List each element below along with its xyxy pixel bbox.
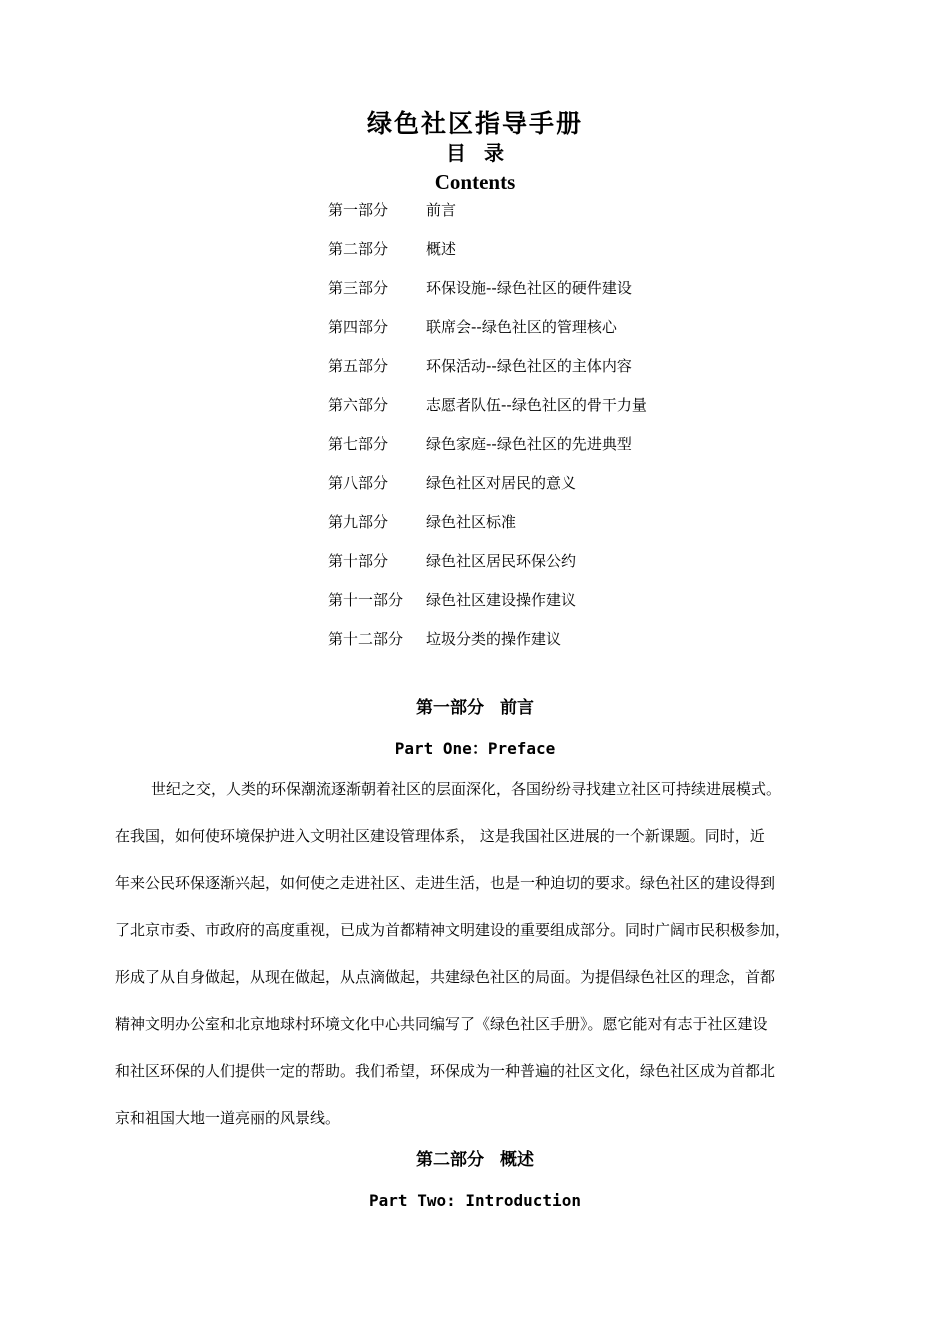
toc-entry bbox=[328, 470, 748, 509]
paragraph-line: 精神文明办公室和北京地球村环境文化中心共同编写了《绿色社区手册》。愿它能对有志于社区建设 bbox=[115, 1015, 768, 1033]
table-of-contents bbox=[328, 197, 748, 665]
section-two-heading bbox=[0, 1147, 950, 1173]
toc-entry bbox=[328, 431, 748, 470]
preface-paragraph bbox=[115, 776, 835, 1152]
toc-entry bbox=[328, 548, 748, 587]
toc-entry bbox=[328, 353, 748, 392]
paragraph-line: 和社区环保的人们提供一定的帮助。我们希望，环保成为一种普遍的社区文化，绿色社区成为首都北 bbox=[115, 1062, 776, 1080]
toc-entry bbox=[328, 197, 748, 236]
toc-part-label: 第三部分 bbox=[328, 279, 389, 297]
toc-part-title: 联席会--绿色社区的管理核心 bbox=[426, 318, 617, 336]
toc-part-label: 第十部分 bbox=[328, 552, 389, 570]
toc-part-title: 绿色社区对居民的意义 bbox=[426, 474, 577, 492]
toc-part-label: 第十二部分 bbox=[328, 630, 404, 648]
section-two-part: 第二部分 bbox=[416, 1150, 484, 1170]
toc-part-title: 绿色社区建设操作建议 bbox=[426, 591, 577, 609]
paragraph-line: 年来公民环保逐渐兴起，如何使之走进社区、走进生活，也是一种迫切的要求。绿色社区的建设得到 bbox=[115, 874, 776, 892]
toc-part-label: 第一部分 bbox=[328, 201, 389, 219]
section-one-subtitle: Part One：Preface bbox=[394, 739, 556, 758]
toc-part-title: 绿色社区标准 bbox=[426, 513, 517, 531]
toc-entry bbox=[328, 509, 748, 548]
toc-entry bbox=[328, 587, 748, 626]
section-two-title: 概述 bbox=[500, 1150, 534, 1170]
toc-entry bbox=[328, 392, 748, 431]
toc-part-title: 前言 bbox=[426, 201, 457, 219]
toc-entry bbox=[328, 236, 748, 275]
toc-part-label: 第四部分 bbox=[328, 318, 389, 336]
toc-part-title: 概述 bbox=[426, 240, 457, 258]
paragraph-line: 京和祖国大地一道亮丽的风景线。 bbox=[115, 1109, 341, 1127]
toc-part-label: 第二部分 bbox=[328, 240, 389, 258]
toc-part-title: 志愿者队伍--绿色社区的骨干力量 bbox=[426, 396, 647, 414]
toc-heading-english: Contents bbox=[434, 170, 516, 194]
section-two-subtitle: Part Two: Introduction bbox=[369, 1191, 581, 1210]
section-one-part: 第一部分 bbox=[416, 698, 484, 718]
document-title: 绿色社区指导手册 bbox=[366, 109, 583, 138]
toc-part-title: 绿色家庭--绿色社区的先进典型 bbox=[426, 435, 632, 453]
toc-entry bbox=[328, 626, 748, 665]
toc-part-label: 第六部分 bbox=[328, 396, 389, 414]
toc-part-label: 第八部分 bbox=[328, 474, 389, 492]
section-one-heading bbox=[0, 695, 950, 721]
paragraph-line: 了北京市委、市政府的高度重视，已成为首都精神文明建设的重要组成部分。同时广阔市民积极参加， bbox=[115, 921, 791, 939]
toc-part-label: 第十一部分 bbox=[328, 591, 404, 609]
toc-part-title: 环保设施--绿色社区的硬件建设 bbox=[426, 279, 632, 297]
paragraph-line: 在我国，如何使环境保护进入文明社区建设管理体系， 这是我国社区进展的一个新课题。同时，近 bbox=[115, 827, 765, 845]
section-one-title: 前言 bbox=[500, 698, 534, 718]
toc-entry bbox=[328, 275, 748, 314]
toc-part-label: 第五部分 bbox=[328, 357, 389, 375]
toc-part-title: 绿色社区居民环保公约 bbox=[426, 552, 577, 570]
toc-part-title: 环保活动--绿色社区的主体内容 bbox=[426, 357, 632, 375]
toc-heading: 目录 bbox=[446, 141, 522, 165]
toc-entry bbox=[328, 314, 748, 353]
toc-part-label: 第七部分 bbox=[328, 435, 389, 453]
paragraph-line: 世纪之交，人类的环保潮流逐渐朝着社区的层面深化，各国纷纷寻找建立社区可持续进展模式。 bbox=[151, 780, 782, 798]
paragraph-line: 形成了从自身做起，从现在做起，从点滴做起，共建绿色社区的局面。为提倡绿色社区的理念，首都 bbox=[115, 968, 776, 986]
toc-part-label: 第九部分 bbox=[328, 513, 389, 531]
toc-part-title: 垃圾分类的操作建议 bbox=[426, 630, 562, 648]
